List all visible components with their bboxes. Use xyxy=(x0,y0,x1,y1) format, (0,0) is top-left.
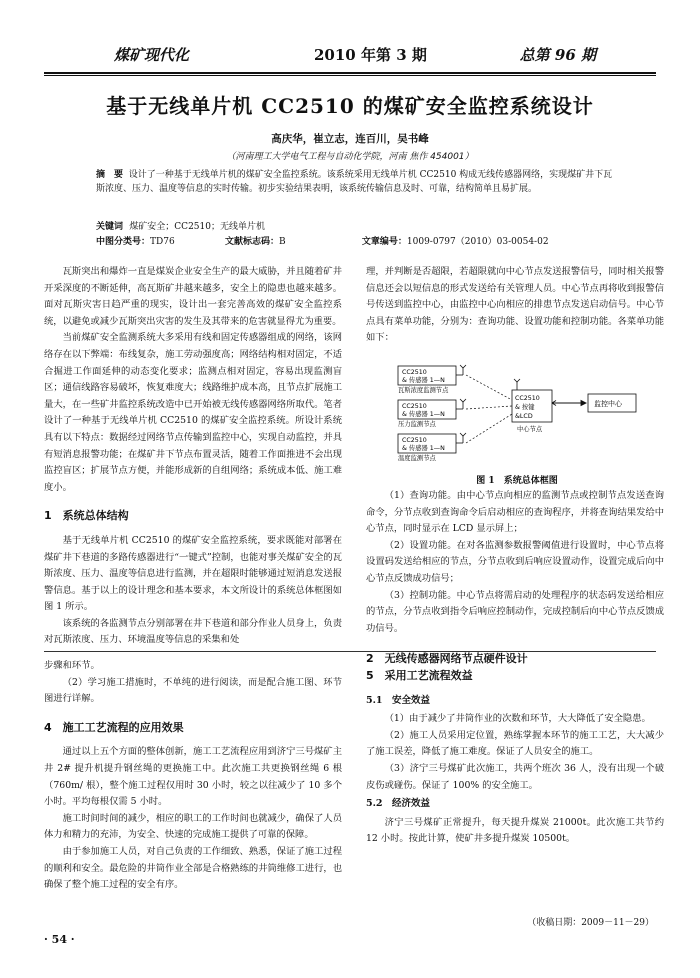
center-node-line3: &LCD xyxy=(515,413,533,420)
subsection-5-2: 5.2 经济效益 xyxy=(366,798,431,810)
center-node-line1: CC2510 xyxy=(515,395,540,402)
page-number: · 54 · xyxy=(44,933,75,946)
clc-value: TD76 xyxy=(150,237,175,247)
article-no-label: 文章编号： xyxy=(361,237,407,247)
section-5-heading: 5 采用工艺流程效益 xyxy=(366,669,473,682)
section-1-para-2: 该系统的各监测节点分别部署在井下巷道和部分作业人员身上，负责对瓦斯浓度、压力、环境温度等信息的采集和处 xyxy=(44,617,342,646)
keywords-label: 关键词 xyxy=(96,222,124,232)
continued-text: 步骤和环节。 xyxy=(44,660,100,671)
menu-item-query: （1）查询功能。由中心节点向相应的监测节点或控制节点发送查询命令，分节点收到查询命令后启动相应的查询程序，并将查询结果发给中心节点，同时显示在 LCD 显示屏上； xyxy=(366,490,664,535)
section-4-para-3: 由于参加施工人员，对自己负责的工作细致、熟悉，保证了施工过程的顺利和安全。最危险的井筒作业全部是合格熟练的井筒维修工进行，也确保了整个施工过程的安全有序。 xyxy=(44,845,342,891)
system-block-diagram xyxy=(370,360,664,472)
abstract xyxy=(96,168,616,196)
article-no-value: 1009-0797（2010）03-0054-02 xyxy=(406,237,549,247)
total-issue: 总第 96 期 xyxy=(519,46,596,64)
abstract-label: 摘 要 xyxy=(96,170,124,180)
right-column-bottom xyxy=(366,488,664,676)
authors: 高庆华，崔立志，连百川，吴书峰 xyxy=(271,133,429,145)
intro-para-1: 瓦斯突出和爆炸一直是煤炭企业安全生产的最大威胁，并且随着矿井开采深度的不断延伸，高瓦斯矿井越来越多，安全上的隐患也越来越多。面对瓦斯灾害日趋严重的现实，设计出一套完善高效的煤矿安全监控系统，以避免或减少瓦斯突出灾害的发生及其带来的危害就显得尤为重要。 xyxy=(44,266,342,327)
section-1-para-1: 基于无线单片机 CC2510 的煤矿安全监控系统，要求既能对部署在煤矿井下巷道的多路传感器进行“一键式”控制，也能对事关煤矿安全的瓦斯浓度、压力、温度等信息进行监测，并在超限时能够通过短消息发送报警信息。基于以上的设计理念和基本要求，本文所设计的系统总体框图如图 1 所示。 xyxy=(44,534,342,613)
monitor-center-label: 监控中心 xyxy=(594,400,622,408)
gas-node-line1: CC2510 xyxy=(402,369,427,376)
pressure-node-line1: CC2510 xyxy=(402,403,427,410)
section-4-heading: 4 施工工艺流程的应用效果 xyxy=(44,720,184,734)
affiliation: （河南理工大学电气工程与自动化学院，河南 焦作 454001） xyxy=(226,152,474,162)
safety-para-3: （3）济宁三号煤矿此次施工，共两个班次 36 人，没有出现一个破皮伤或碰伤。保证了 100% 的安全施工。 xyxy=(366,762,664,791)
issue-label: 2010 年第 3 期 xyxy=(314,46,427,64)
journal-name: 煤矿现代化 xyxy=(114,46,190,64)
pressure-node-caption: 压力监测节点 xyxy=(398,421,436,428)
classification-line xyxy=(96,234,549,247)
economic-para: 济宁三号煤矿正常提升，每天提升煤炭 21000t。此次施工共节约 12 小时。按此计算，使矿井多提升煤炭 10500t。 xyxy=(366,816,664,845)
lower-left-column xyxy=(44,658,342,894)
gas-node-caption: 瓦斯浓度监测节点 xyxy=(398,387,449,394)
keywords-line xyxy=(96,219,265,232)
received-date: （收稿日期：2009－11－29） xyxy=(527,918,654,928)
header-rule-thin xyxy=(44,75,656,76)
center-node-caption: 中心节点 xyxy=(517,426,543,433)
section-2-heading: 2 无线传感器网络节点硬件设计 xyxy=(366,652,528,666)
article-separator xyxy=(44,651,656,652)
menu-item-settings: （2）设置功能。在对各监测参数报警阈值进行设置时，中心节点将设置码发送给相应的节点，分节点收到后响应设置动作，设置完成后向中心节点反馈成功信号； xyxy=(366,539,664,584)
temp-node-line1: CC2510 xyxy=(402,437,427,444)
section-4-para-2: 施工时间时间的减少，相应的职工的工作时间也就减少，确保了人员体力和精力的充沛，为安全、快速的完成施工提供了可靠的保障。 xyxy=(44,812,342,841)
right-para-1: 理，并判断是否超限，若超限就向中心节点发送报警信号，同时相关报警信息还会以短信息的形式发送给有关管理人员。中心节点再将收到报警信号传送到监控中心，由监控中心向相应的排患节点发送启动信号。中心节点具有菜单功能，分别为：查询功能、设置功能和控制功能。各菜单功能如下： xyxy=(366,266,664,344)
menu-item-control: （3）控制功能。中心节点将需启动的处理程序的状态码发送给相应的节点，分节点收到指令后响应控制动作，完成控制后向中心节点反馈成功信号。 xyxy=(366,589,664,634)
right-column-top xyxy=(366,264,664,347)
subsection-5-1: 5.1 安全效益 xyxy=(366,694,431,706)
clc-label: 中图分类号： xyxy=(96,237,151,247)
left-column xyxy=(44,264,342,649)
center-node-line2: & 按键 xyxy=(515,404,535,411)
safety-para-2: （2）施工人员采用定位置，熟练掌握本环节的施工工艺，大大减少了施工误差，降低了施工难度。保证了人员安全的施工。 xyxy=(366,729,664,758)
section-1-heading: 1 系统总体结构 xyxy=(44,509,129,523)
safety-para-1: （1）由于减少了井筒作业的次数和环节，大大降低了安全隐患。 xyxy=(384,713,651,725)
doc-code-value: B xyxy=(278,237,286,247)
lower-right-column xyxy=(366,662,664,848)
header-rule xyxy=(44,72,656,74)
intro-para-2: 当前煤矿安全监测系统大多采用有线和固定传感器组成的网络，该网络存在以下弊端：布线复杂，施工劳动强度高；网络结构相对固定，不适合掘进工作面延伸的动态变化要求；监测点相对固定，容易出现监测盲区；通信线路容易破坏，恢复难度大；线路维护成本高，且节点扩展施工量大，在一些矿井监控系统改造中已开始被无线传感器网络所取代。笔者设计了一种基于无线单片机 CC2510 的煤矿安全监控系统。所设计系统具有以下特点：数据经过网络节点传输到监控中心，实现自动监控，并具有短消息报警功能；在煤矿井下节点布置灵活，随着工作面推进不会出现监控盲区；扩展节点方便，并能形成新的自组网络；系统成本低、施工难度小。 xyxy=(44,332,342,493)
section-4-para-1: 通过以上五个方面的整体创新，施工工艺流程应用到济宁三号煤矿主井 2# 提升机提升钢丝绳的更换施工中。此次施工共更换钢丝绳 6 根（760m/ 根），整个施工过程仅用时 30 小时，较之以往减少了 10 多个小时。平均每根仅需 5 小时。 xyxy=(44,746,342,808)
paper-title: 基于无线单片机 CC2510 的煤矿安全监控系统设计 xyxy=(106,94,594,118)
keywords: 煤矿安全；CC2510；无线单片机 xyxy=(129,222,265,232)
doc-code-label: 文献标志码： xyxy=(224,237,279,247)
gas-node-line2: & 传感器 1—N xyxy=(402,377,445,384)
abstract-text: 设计了一种基于无线单片机的煤矿安全监控系统。该系统采用无线单片机 CC2510 构成无线传感器网络，实现煤矿井下瓦斯浓度、压力、温度等信息的实时传输。初步实验结果表明，该系统传输信息及时、可靠，结构简单且易扩展。 xyxy=(96,170,613,194)
temp-node-caption: 温度监测节点 xyxy=(398,455,436,462)
study-measures-para: （2）学习施工措施时，不单纯的进行阅读，而是配合施工图、环节图进行详解。 xyxy=(44,676,342,705)
figure-1-caption: 图 1 系统总体框图 xyxy=(476,476,558,486)
temp-node-line2: & 传感器 1—N xyxy=(402,445,445,452)
running-header xyxy=(44,38,656,72)
pressure-node-line2: & 传感器 1—N xyxy=(402,411,445,418)
